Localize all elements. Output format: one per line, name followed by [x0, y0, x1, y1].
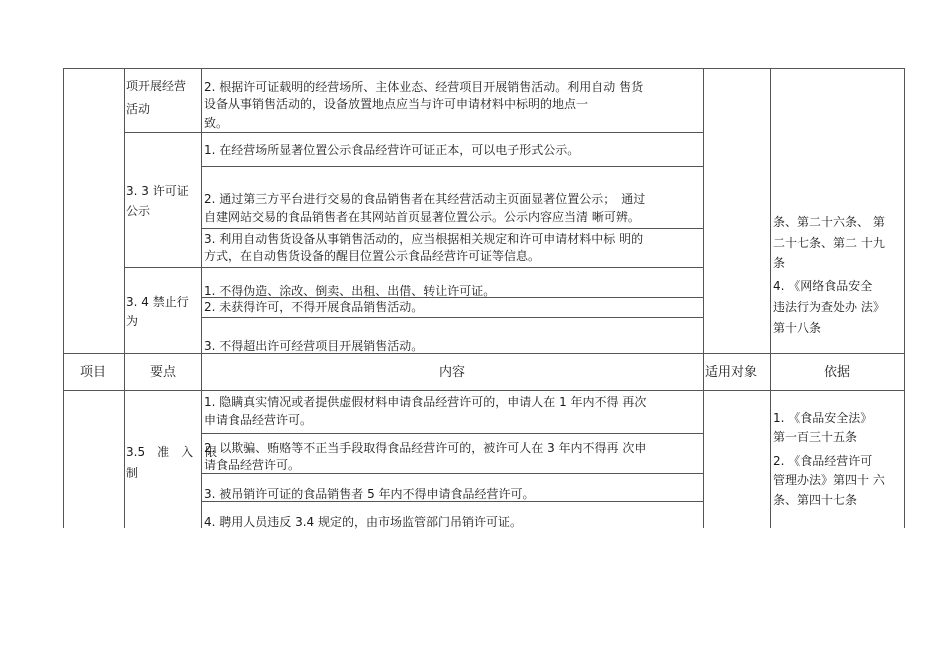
- grid-hline: [201, 228, 704, 229]
- section-top-content-line: 2. 根据许可证载明的经营场所、主体业态、经营项目开展销售活动。利用自动 售货: [204, 80, 644, 94]
- basis-bottom-line: 1. 《食品安全法》: [773, 411, 873, 425]
- grid-hline-top: [63, 68, 905, 69]
- basis-top-line: 条、第二十六条、 第: [773, 215, 885, 229]
- grid-hline: [201, 433, 704, 434]
- section-3-5-row1-line: 申请食品经营许可。: [204, 413, 313, 427]
- header-content: 内容: [439, 365, 466, 380]
- basis-top-line: 4. 《网络食品安全: [773, 279, 873, 293]
- grid-hline: [124, 132, 704, 133]
- header-target: 适用对象: [705, 365, 758, 380]
- section-3-3-row2-line: 2. 通过第三方平台进行交易的食品销售者在其经营活动主页面显著位置公示； 通过: [204, 192, 646, 206]
- section-3-3-label-line: 公示: [126, 204, 151, 218]
- section-top-label-line: 项开展经营: [126, 79, 187, 93]
- header-point: 要点: [150, 365, 177, 380]
- section-3-5-row2-line: 2. 以欺骗、贿赂等不正当手段取得食品经营许可的，被许可人在 3 年内不得再 次申: [204, 441, 647, 455]
- section-3-4-row1: 1. 不得伪造、涂改、倒卖、出租、出借、转让许可证。: [204, 284, 496, 298]
- basis-bottom-line: 条、第四十七条: [773, 493, 858, 507]
- section-3-5-row1-line: 1. 隐瞒真实情况或者提供虚假材料申请食品经营许可的，申请人在 1 年内不得 再次: [204, 395, 647, 409]
- section-top-content-line: 设备从事销售活动的，设备放置地点应当与许可申请材料中标明的地点一: [204, 97, 589, 111]
- grid-hline-header-bottom: [63, 390, 905, 391]
- section-3-3-row3-line: 3. 利用自动售货设备从事销售活动的，应当根据相关规定和许可申请材料中标 明的: [204, 232, 644, 246]
- section-3-5-row2-line: 请食品经营许可。: [204, 458, 301, 472]
- grid-vline-right: [904, 68, 905, 528]
- grid-vline-content: [703, 68, 704, 528]
- section-3-4-row2: 2. 未获得许可，不得开展食品销售活动。: [204, 300, 424, 314]
- basis-top-line: 条: [773, 256, 786, 270]
- header-basis: 依据: [824, 365, 851, 380]
- section-3-3-label-line: 3. 3 许可证: [126, 184, 189, 198]
- section-3-4-row3: 3. 不得超出许可经营项目开展销售活动。: [204, 339, 424, 353]
- grid-hline: [124, 267, 704, 268]
- section-3-3-row3-line: 方式，在自动售货设备的醒目位置公示食品经营许可证等信息。: [204, 249, 541, 263]
- basis-top-line: 违法行为查处办 法》: [773, 300, 885, 314]
- section-3-4-label-line: 3. 4 禁止行: [126, 295, 189, 309]
- section-3-3-row2-line: 自建网站交易的食品销售者在其网站首页显著位置公示。公示内容应当清 晰可辨。: [204, 210, 640, 224]
- section-3-5-label-line: 3.5 准 入 限: [126, 445, 218, 459]
- basis-bottom-line: 第一百三十五条: [773, 430, 858, 444]
- section-3-4-label-line: 为: [126, 314, 139, 328]
- section-top-label-line: 活动: [126, 102, 151, 116]
- basis-bottom-line: 2. 《食品经营许可: [773, 454, 873, 468]
- header-item: 项目: [80, 365, 107, 380]
- grid-hline-header-top: [63, 353, 905, 354]
- grid-vline-target: [770, 68, 771, 528]
- basis-top-line: 二十七条、第二 十九: [773, 236, 885, 250]
- grid-hline: [201, 166, 704, 167]
- section-3-5-row3: 3. 被吊销许可证的食品销售者 5 年内不得申请食品经营许可。: [204, 487, 535, 501]
- basis-bottom-line: 管理办法》第四十 六: [773, 473, 885, 487]
- grid-hline: [201, 317, 704, 318]
- grid-vline-item: [124, 68, 125, 528]
- basis-top-line: 第十八条: [773, 321, 822, 335]
- grid-vline-left: [63, 68, 64, 528]
- section-3-5-label-line: 制: [126, 466, 139, 480]
- section-3-3-row1: 1. 在经营场所显著位置公示食品经营许可证正本，可以电子形式公示。: [204, 143, 580, 157]
- section-3-5-row4: 4. 聘用人员违反 3.4 规定的，由市场监管部门吊销许可证。: [204, 515, 522, 529]
- section-top-content-line: 致。: [204, 116, 229, 130]
